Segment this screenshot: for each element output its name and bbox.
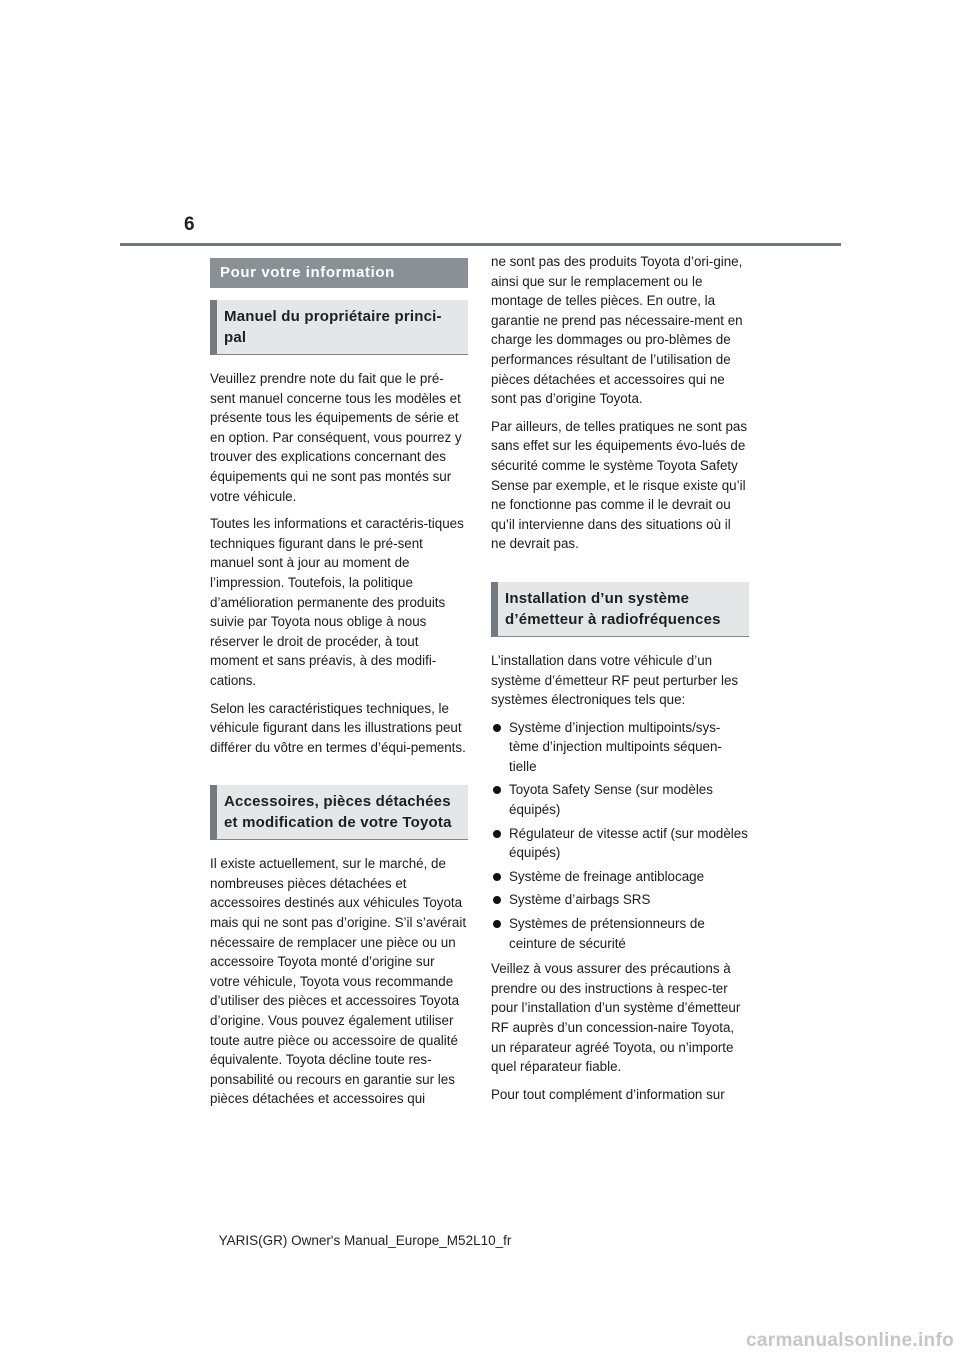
paragraph: Veuillez prendre note du fait que le pré-sent manuel concerne tous les modèles et présente tous les équipements de série et en option. Par conséquent, vous pourrez y trouver des explications concernant des équipements qui ne sont pas montés sur votre véhicule. <box>210 371 462 504</box>
paragraph: L’installation dans votre véhicule d’un système d’émetteur RF peut perturber les systèmes électroniques tels que: <box>491 652 739 708</box>
list-item: Système d’airbags SRS <box>491 890 749 910</box>
bullet-icon <box>493 786 501 794</box>
footer-manual-id: YARIS(GR) Owner's Manual_Europe_M52L10_fr <box>218 1233 512 1248</box>
list-item: Systèmes de prétensionneurs de ceinture de sécurité <box>491 914 749 953</box>
paragraph: Il existe actuellement, sur le marché, de nombreuses pièces détachées et accessoires destinés aux véhicules Toyota mais qui ne sont pas d’origine. S’il s’avérait nécessaire de remplacer une pièce ou un accessoire Toyota monté d’origine sur votre véhicule, Toyota vous recommande d’utiliser des pièces et accessoires Toyota d’origine. Vous pouvez également utiliser toute autre pièce ou accessoire de qualité équivalente. Toyota décline toute res-ponsabilité ou recours en garantie sur les pièces détachées et accessoires qui <box>210 856 467 1107</box>
left-column <box>210 258 468 1117</box>
paragraph: ne sont pas des produits Toyota d’ori-gine, ainsi que sur le remplacement ou le montage de telles pièces. En outre, la garantie ne prend pas nécessaire-ment en charge les dommages ou pro-blèmes de performances résultant de l’utilisation de pièces détachées et accessoires qui ne sont pas d’origine Toyota. <box>491 254 743 407</box>
paragraph: Selon les caractéristiques techniques, le véhicule figurant dans les illustrations peut différer du vôtre en termes d’équi-pements. <box>210 700 466 755</box>
subsection-heading-owners-manual: Manuel du propriétaire princi-pal <box>210 300 468 355</box>
subsection-heading-rf-transmitter: Installation d’un système d’émetteur à radiofréquences <box>491 582 749 637</box>
paragraph: Pour tout complément d’information sur <box>491 1086 725 1102</box>
bullet-icon <box>493 830 501 838</box>
list-item: Toyota Safety Sense (sur modèles équipés) <box>491 780 749 819</box>
page-number: 6 <box>184 214 195 235</box>
list-item: Système d’injection multipoints/sys-tème d’injection multipoints séquen-tielle <box>491 718 749 777</box>
bullet-icon <box>493 724 501 732</box>
subsection-heading-accessories: Accessoires, pièces détachées et modification de votre Toyota <box>210 785 468 840</box>
paragraph: Veillez à vous assurer des précautions à prendre ou des instructions à respec-ter pour l’installation d’un système d’émetteur RF auprès d’un concession-naire Toyota, un réparateur agréé Toyota, ou n’importe quel réparateur fiable. <box>491 961 741 1075</box>
bullet-icon <box>493 896 501 904</box>
bullet-icon <box>493 920 501 928</box>
list-item: Système de freinage antiblocage <box>491 867 749 887</box>
section-title: Pour votre information <box>210 258 468 288</box>
right-column <box>491 252 749 1112</box>
watermark: carmanualsonline.info <box>746 1330 954 1351</box>
paragraph: Par ailleurs, de telles pratiques ne sont pas sans effet sur les équipements évo-lués de sécurité comme le système Toyota Safety Sense par exemple, et le risque existe qu’il ne fonctionne pas comme il le devrait ou qu’il intervienne dans des situations où il ne devrait pas. <box>491 418 748 552</box>
paragraph: Toutes les informations et caractéris-tiques techniques figurant dans le pré-sent manuel sont à jour au moment de l’impression. Toutefois, la politique d’amélioration permanente des produits suivie par Toyota nous oblige à nous réserver le droit de procéder, à tout moment et sans préavis, à des modifi-cations. <box>210 516 464 688</box>
affected-systems-list <box>491 718 749 954</box>
bullet-icon <box>493 873 501 881</box>
list-item: Régulateur de vitesse actif (sur modèles équipés) <box>491 824 749 863</box>
header-divider <box>120 243 841 246</box>
